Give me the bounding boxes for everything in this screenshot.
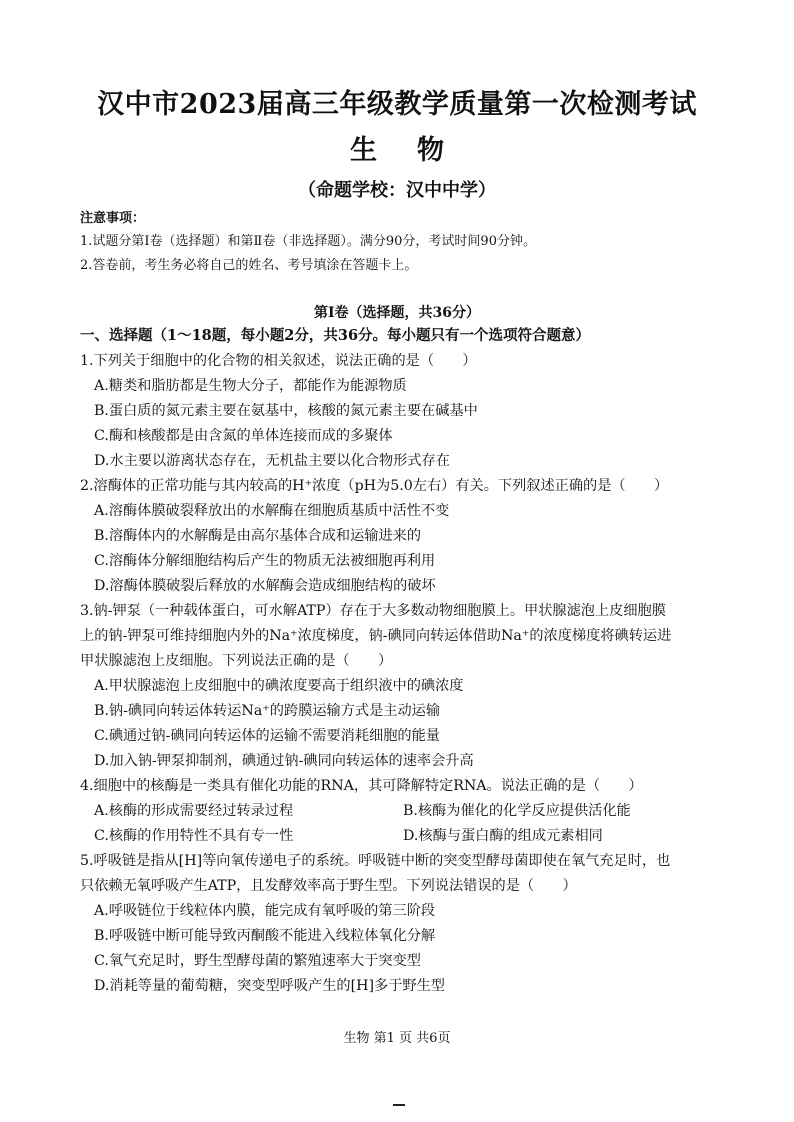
question-2-stem: 2.溶酶体的正常功能与其内较高的H⁺浓度（pH为5.0左右）有关。下列叙述正确的是（ ） bbox=[80, 478, 669, 494]
page-footer: 生物 第1 页 共6页 bbox=[343, 1031, 451, 1046]
question-5-stem: 只依赖无氧呼吸产生ATP，且发酵效率高于野生型。下列说法错误的是（ ） bbox=[80, 878, 577, 894]
question-3-stem: 上的钠-钾泵可维持细胞内外的Na⁺浓度梯度，钠-碘同向转运体借助Na⁺的浓度梯度将碘转运进 bbox=[80, 628, 672, 644]
question-2-option-a: A.溶酶体膜破裂释放出的水解酶在细胞质基质中活性不变 bbox=[94, 503, 450, 519]
question-3-option-b: B.钠-碘同向转运体转运Na⁺的跨膜运输方式是主动运输 bbox=[94, 703, 441, 719]
question-4-stem: 4.细胞中的核酶是一类具有催化功能的RNA，其可降解特定RNA。说法正确的是（ ） bbox=[80, 778, 643, 794]
question-4-option-c: C.核酶的作用特性不具有专一性 bbox=[94, 828, 294, 844]
question-3-option-c: C.碘通过钠-碘同向转运体的运输不需要消耗细胞的能量 bbox=[94, 728, 440, 744]
question-2-option-b: B.溶酶体内的水解酶是由高尔基体合成和运输进来的 bbox=[94, 528, 422, 544]
question-2-option-c: C.溶酶体分解细胞结构后产生的物质无法被细胞再利用 bbox=[94, 553, 436, 569]
question-4-option-a: A.核酶的形成需要经过转录过程 bbox=[94, 803, 294, 819]
question-5-option-d: D.消耗等量的葡萄糖，突变型呼吸产生的[H]多于野生型 bbox=[94, 978, 445, 994]
question-1-option-b: B.蛋白质的氮元素主要在氨基中，核酸的氮元素主要在碱基中 bbox=[94, 403, 478, 419]
question-3-option-a: A.甲状腺滤泡上皮细胞中的碘浓度要高于组织液中的碘浓度 bbox=[94, 678, 464, 694]
question-5-option-a: A.呼吸链位于线粒体内膜，能完成有氧呼吸的第三阶段 bbox=[94, 903, 436, 919]
question-5-option-b: B.呼吸链中断可能导致丙酮酸不能进入线粒体氧化分解 bbox=[94, 928, 436, 944]
school-note: （命题学校：汉中中学） bbox=[298, 180, 496, 201]
question-3-stem: 3.钠-钾泵（一种载体蛋白，可水解ATP）存在于大多数动物细胞膜上。甲状腺滤泡上皮细胞膜 bbox=[80, 603, 666, 619]
question-5-option-c: C.氧气充足时，野生型酵母菌的繁殖速率大于突变型 bbox=[94, 953, 421, 969]
subject-title: 生物 bbox=[350, 135, 484, 166]
section-title: 第Ⅰ卷（选择题，共36分） bbox=[313, 305, 481, 321]
question-3-stem: 甲状腺滤泡上皮细胞。下列说法正确的是（ ） bbox=[80, 653, 393, 669]
section-heading: 一、选择题（1～18题，每小题2分，共36分。每小题只有一个选项符合题意） bbox=[80, 327, 591, 344]
question-1-stem: 1.下列关于细胞中的化合物的相关叙述，说法正确的是（ ） bbox=[80, 353, 477, 369]
question-1-option-c: C.酶和核酸都是由含氮的单体连接而成的多聚体 bbox=[94, 428, 393, 444]
page-edge-dash bbox=[393, 1104, 405, 1106]
question-4-option-d: D.核酶与蛋白酶的组成元素相同 bbox=[403, 828, 603, 844]
exam-title: 汉中市2023届高三年级教学质量第一次检测考试 bbox=[97, 89, 697, 120]
note-item: 1.试题分第Ⅰ卷（选择题）和第Ⅱ卷（非选择题）。满分90分，考试时间90分钟。 bbox=[80, 234, 536, 249]
question-3-option-d: D.加入钠-钾泵抑制剂，碘通过钠-碘同向转运体的速率会升高 bbox=[94, 753, 474, 769]
question-1-option-a: A.糖类和脂肪都是生物大分子，都能作为能源物质 bbox=[94, 378, 407, 394]
question-2-option-d: D.溶酶体膜破裂后释放的水解酶会造成细胞结构的破坏 bbox=[94, 578, 436, 594]
question-1-option-d: D.水主要以游离状态存在，无机盐主要以化合物形式存在 bbox=[94, 453, 450, 469]
notes-heading: 注意事项： bbox=[80, 211, 146, 226]
note-item: 2.答卷前，考生务必将自己的姓名、考号填涂在答题卡上。 bbox=[80, 258, 418, 273]
question-4-option-b: B.核酶为催化的化学反应提供活化能 bbox=[403, 803, 631, 819]
question-5-stem: 5.呼吸链是指从[H]等向氧传递电子的系统。呼吸链中断的突变型酵母菌即使在氧气充足时，也 bbox=[80, 853, 671, 869]
